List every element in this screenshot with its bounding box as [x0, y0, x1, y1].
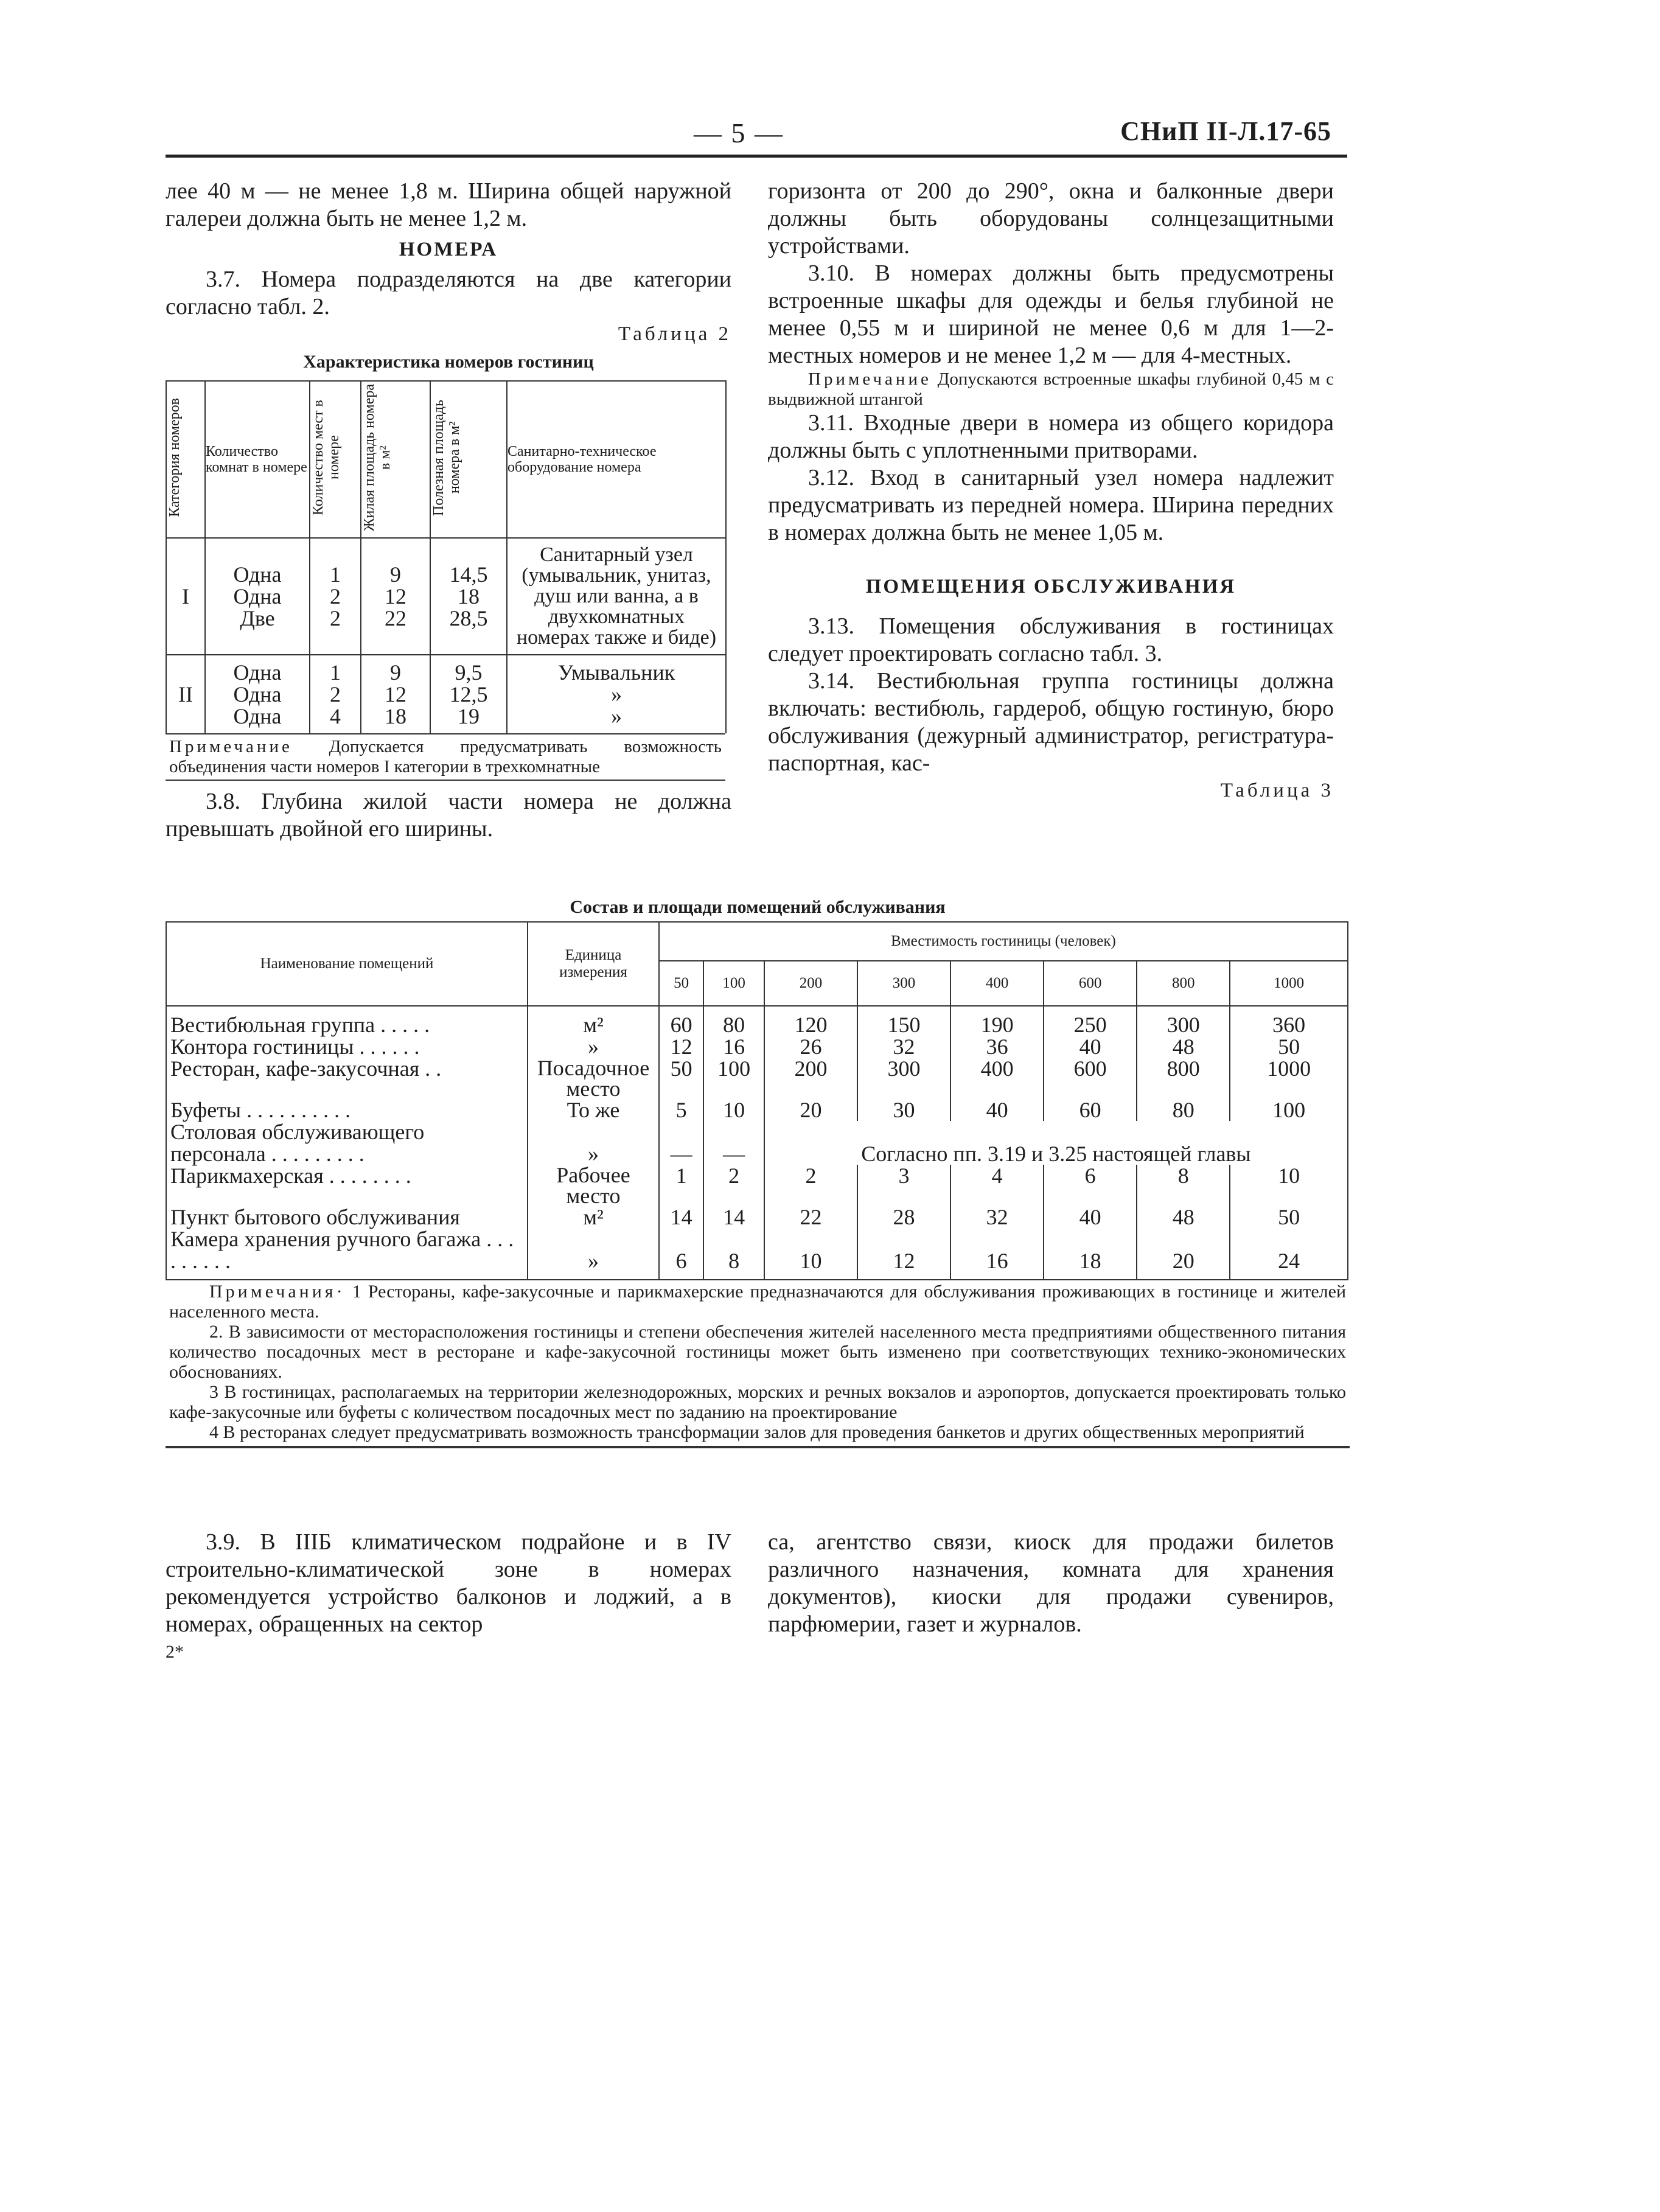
- t2-head-rooms: Количество комнат в номере: [205, 381, 310, 538]
- t3-span-text: Согласно пп. 3.19 и 3.25 настоящей главы: [764, 1121, 1348, 1165]
- table-3-label: Таблица 3: [1220, 780, 1334, 801]
- t2-useful: 9,5 12,5 19: [430, 655, 507, 733]
- table-row: Столовая обслуживающего персонала . . . . . . . . . » — — Согласно пп. 3.19 и 3.25 настоящей главы: [166, 1121, 1348, 1165]
- t2-head-useful-area: Полезная площадь номера в м²: [430, 381, 507, 538]
- t2-places: 1 2 2: [310, 538, 361, 655]
- table-row: [166, 655, 726, 733]
- right-column: [768, 178, 1334, 804]
- t2-rooms: Одна Одна Две: [205, 538, 310, 655]
- t3-cap: 600: [1044, 961, 1137, 1006]
- table-3-notes: [166, 1280, 1350, 1448]
- right-column-bottom: [768, 1529, 1334, 1638]
- table-row: Ресторан, кафе-закусочная . . Посадочное место 50 100 200 300 400 600 800 1000: [166, 1058, 1348, 1099]
- paragraph-3-8: 3.8. Глубина жилой части номера не должна превышать двойной его ширины.: [166, 789, 731, 842]
- header-rule: [166, 155, 1347, 158]
- document-code: СНиП II-Л.17-65: [1120, 116, 1331, 146]
- section-heading-service: ПОМЕЩЕНИЯ ОБСЛУЖИВАНИЯ: [865, 576, 1236, 598]
- table-3-block: [166, 897, 1350, 1448]
- t3-head-unit: Единица измерения: [528, 922, 659, 1006]
- table-row: Вестибюльная группа . . . . . м² 60 80 120 150 190 250 300 360: [166, 1006, 1348, 1036]
- t3-cap: 800: [1137, 961, 1230, 1006]
- table-row: Пункт бытового обслуживания м² 14 14 22 28 32 40 48 50: [166, 1206, 1348, 1228]
- table-2-note: Примечание Допускается предусматривать возможность объединения части номеров I категории в трехкомнатные: [166, 733, 725, 781]
- paragraph-3-12: 3.12. Вход в санитарный узел номера надлежит предусматривать из передней номера. Ширина передних в номерах должна быть не менее 1,05 м.: [768, 465, 1334, 545]
- t2-useful: 14,5 18 28,5: [430, 538, 507, 655]
- left-column: [166, 178, 731, 843]
- t3-cap: 1000: [1230, 961, 1348, 1006]
- section-heading-rooms: НОМЕРА: [399, 239, 498, 260]
- page-number: — 5 —: [694, 117, 784, 148]
- left-column-bottom: [166, 1529, 731, 1666]
- t2-rooms: Одна Одна Одна: [205, 655, 310, 733]
- signature-mark: 2*: [166, 1642, 184, 1662]
- t2-head-equipment: Санитарно-техническое оборудование номера: [507, 381, 726, 538]
- t3-head-capacity: Вместимость гостиницы (человек): [659, 922, 1348, 961]
- table-row: Парикмахерская . . . . . . . . Рабочее место 1 2 2 3 4 6 8 10: [166, 1165, 1348, 1206]
- note-2: 2. В зависимости от месторасположения гостиницы и степени обеспечения жителей населенного места предприятиями общественного питания количество посадочных мест в ресторане и кафе-закусочной гостиницы может быть изменено при соответствующих технико-экономических обоснованиях.: [169, 1322, 1346, 1382]
- paragraph-3-14: 3.14. Вестибюльная группа гостиницы должна включать: вестибюль, гардероб, общую гостиную, бюро обслуживания (дежурный администратор, регистратура-паспортная, кас-: [768, 668, 1334, 776]
- t3-cap: 400: [950, 961, 1044, 1006]
- table-row: Контора гостиницы . . . . . . » 12 16 26 32 36 40 48 50: [166, 1036, 1348, 1058]
- paragraph-continuation: лее 40 м — не менее 1,8 м. Ширина общей наружной галереи должна быть не менее 1,2 м.: [166, 178, 731, 231]
- table-row: Буфеты . . . . . . . . . . То же 5 10 20 30 40 60 80 100: [166, 1099, 1348, 1121]
- t3-cap: 50: [659, 961, 703, 1006]
- table-row: [166, 538, 726, 655]
- t2-equipment: Умывальник » »: [507, 655, 726, 733]
- paragraph-3-10: 3.10. В номерах должны быть предусмотрены встроенные шкафы для одежды и белья глубиной не менее 0,55 м и шириной не менее 0,6 м для 1—2-местных номеров и не менее 1,2 м — для 4-местных.: [768, 260, 1334, 368]
- t2-category: II: [166, 655, 205, 733]
- t2-places: 1 2 4: [310, 655, 361, 733]
- table-row: Камера хранения ручного багажа . . . . . . . . . » 6 8 10 12 16 18 20 24: [166, 1228, 1348, 1280]
- paragraph-3-13: 3.13. Помещения обслуживания в гостиницах следует проектировать согласно табл. 3.: [768, 613, 1334, 666]
- t2-head-living-area: Жилая площадь номера в м²: [361, 381, 430, 538]
- t2-category: I: [166, 538, 205, 655]
- table-2-label: Таблица 2: [618, 323, 731, 345]
- t3-cap: 300: [857, 961, 950, 1006]
- table-2: [166, 380, 727, 733]
- t2-living: 9 12 18: [361, 655, 430, 733]
- table-3-title: Состав и площади помещений обслуживания: [570, 897, 946, 917]
- note-3-10: Примечание Допускаются встроенные шкафы глубиной 0,45 м с выдвижной штангой: [768, 369, 1334, 409]
- paragraph-3-9: 3.9. В IIIБ климатическом подрайоне и в IV строительно-климатической зоне в номерах рекомендуется устройство балконов и лоджий, а в номерах, обращенных на сектор: [166, 1529, 731, 1637]
- paragraph-3-14-continuation: са, агентство связи, киоск для продажи билетов различного назначения, комната для хранения документов), киоски для продажи сувениров, парфюмерии, газет и журналов.: [768, 1529, 1334, 1637]
- note-3: 3 В гостиницах, располагаемых на территории железнодорожных, морских и речных вокзалов и аэропортов, допускается проектировать только кафе-закусочные или буфеты с количеством посадочных мест по заданию на проектирование: [169, 1382, 1346, 1422]
- t2-living: 9 12 22: [361, 538, 430, 655]
- t2-head-places: Количество мест в номере: [310, 381, 361, 538]
- paragraph-3-7: 3.7. Номера подразделяются на две категории согласно табл. 2.: [166, 267, 731, 319]
- t2-head-category: Категория номеров: [166, 381, 205, 538]
- paragraph-continuation: горизонта от 200 до 290°, окна и балконные двери должны быть оборудованы солнцезащитными устройствами.: [768, 178, 1334, 259]
- paragraph-3-11: 3.11. Входные двери в номера из общего коридора должны быть с уплотненными притворами.: [768, 410, 1334, 463]
- table-3: [166, 921, 1348, 1280]
- note-4: 4 В ресторанах следует предусматривать возможность трансформации залов для проведения банкетов и других общественных мероприятий: [209, 1422, 1305, 1442]
- table-2-title: Характеристика номеров гостиниц: [303, 352, 594, 372]
- t2-equipment: Санитарный узел (умывальник, унитаз, душ или ванна, а в двухкомнатных номерах также и биде): [507, 538, 726, 655]
- t3-cap: 100: [703, 961, 764, 1006]
- note-1: Примечания· 1 Рестораны, кафе-закусочные и парикмахерские предназначаются для обслуживания проживающих в гостинице и жителей населенного места.: [169, 1282, 1346, 1322]
- t3-head-name: Наименование помещений: [166, 922, 528, 1006]
- t3-cap: 200: [764, 961, 857, 1006]
